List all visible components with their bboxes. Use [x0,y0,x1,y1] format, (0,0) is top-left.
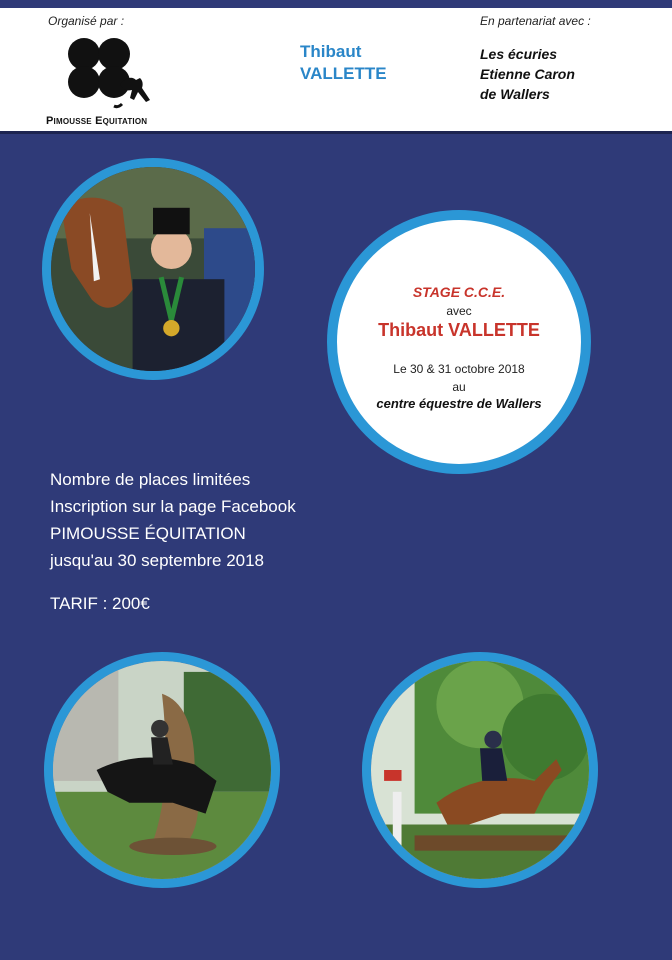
partner-line-3: de Wallers [480,86,550,102]
details-line-1: Nombre de places limitées [50,470,251,489]
top-bar [0,0,672,8]
host-last-name: VALLETTE [300,64,387,83]
stage-title: STAGE C.C.E. [412,284,506,300]
details-line-3: PIMOUSSE ÉQUITATION [50,524,246,543]
stage-at: au [452,380,466,394]
registration-details [50,466,296,574]
stage-info-circle [327,210,591,474]
header-band [0,8,672,132]
partner-line-1: Les écuries [480,46,558,62]
stage-with: avec [446,304,472,318]
stage-venue: centre équestre de Wallers [376,396,542,411]
header-divider [0,131,672,134]
stage-dates: Le 30 & 31 octobre 2018 [393,362,525,376]
organized-by-label: Organisé par : [48,14,125,28]
partner-line-2: Etienne Caron [480,66,575,82]
rider-portrait-photo [42,158,264,380]
logo-wordmark: Pimousse Equitation [46,115,148,127]
partner-label: En partenariat avec : [480,14,591,28]
cross-country-jump-photo [44,652,280,888]
host-first-name: Thibaut [300,42,362,61]
details-line-2: Inscription sur la page Facebook [50,497,296,516]
show-jumping-photo [362,652,598,888]
details-line-4: jusqu'au 30 septembre 2018 [50,551,265,570]
stage-rider-name: Thibaut VALLETTE [378,320,540,340]
clover-horse-logo [60,34,160,112]
price-label: TARIF : 200€ [50,594,150,613]
